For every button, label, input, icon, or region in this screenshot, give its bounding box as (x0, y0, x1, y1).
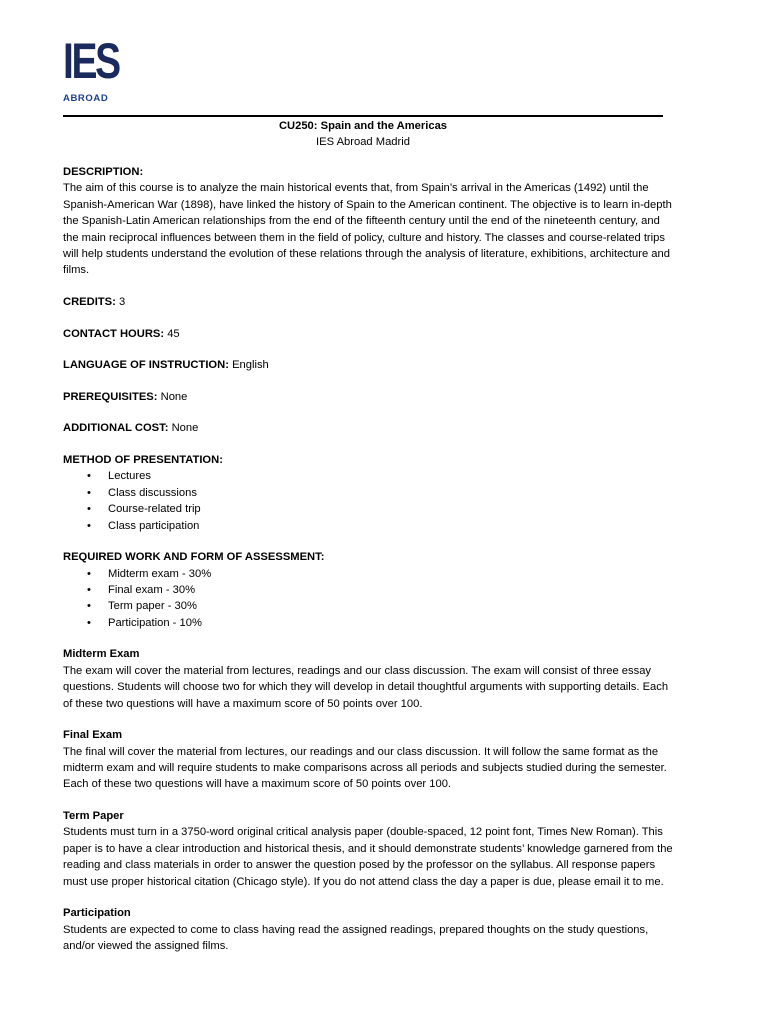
method-section (63, 452, 673, 534)
list-item: • Participation - 10% (63, 615, 673, 631)
list-item: • Final exam - 30% (63, 582, 673, 598)
prerequisites-section (63, 389, 673, 405)
term-paper-section (63, 808, 673, 890)
midterm-section (63, 646, 673, 712)
list-item: • Class discussions (63, 485, 673, 501)
description-heading: DESCRIPTION: (63, 166, 144, 178)
credits-value: 3 (118, 296, 126, 309)
contact-hours-section (63, 326, 673, 342)
document-header (63, 118, 663, 150)
additional-cost-label: ADDITIONAL COST: (63, 422, 169, 435)
course-location: IES Abroad Madrid (316, 136, 410, 148)
list-item: • Midterm exam - 30% (63, 566, 673, 582)
final-exam-text: The final will cover the material from lectures, our readings and our class discussion. It will follow the same format as the midterm exam and will require students to make comparisons across all periods and subjects studied during the semester. Each of these two questions will have a maximum score of 50 points over 100. (63, 745, 667, 791)
assessment-heading: REQUIRED WORK AND FORM OF ASSESSMENT: (63, 551, 325, 564)
method-heading: METHOD OF PRESENTATION: (63, 454, 223, 466)
midterm-heading: Midterm Exam (63, 648, 140, 661)
method-list (63, 468, 673, 534)
logo-subtitle: ABROAD (63, 93, 109, 104)
contact-hours-label: CONTACT HOURS: (63, 327, 165, 340)
credits-section (63, 294, 673, 310)
language-value: English (232, 359, 269, 372)
participation-heading: Participation (63, 907, 131, 920)
participation-text: Students are expected to come to class having read the assigned readings, prepared thoughts on the study questions, and/or viewed the assigned films. (63, 923, 649, 953)
contact-hours-value: 45 (167, 327, 180, 340)
final-exam-section (63, 727, 673, 793)
list-item: • Lectures (63, 468, 673, 484)
midterm-text: The exam will cover the material from lectures, readings and our class discussion. The exam will consist of three essay questions. Students will choose two for which they will develop in detail thoughtful arguments with supporting details. Each of these two questions will have a maximum score of 50 points over 100. (63, 664, 669, 710)
participation-section (63, 905, 673, 954)
language-section (63, 357, 673, 373)
prerequisites-label: PREREQUISITES: (63, 390, 158, 403)
description-text: The aim of this course is to analyze the main historical events that, from Spain’s arrival in the Americas (1492) until the Spanish-American War (1898), have linked the history of Spain to the American continent. The objective is to learn in-depth the Spanish-Latin American relationships from the end of the fifteenth century until the end of the nineteenth century, and the main reciprocal influences between them in the field of policy, culture and history. The classes and course-related trips will help students understand the evolution of these relations through the analysis of literature, exhibitions, architecture and films. (63, 182, 672, 277)
assessment-list (63, 566, 673, 632)
logo-mark: IES (63, 33, 119, 89)
list-item: • Term paper - 30% (63, 598, 673, 614)
assessment-section (63, 549, 673, 631)
term-paper-text: Students must turn in a 3750-word original critical analysis paper (double-spaced, 12 point font, Times New Roman). This paper is to have a clear introduction and historical thesis, and it should demonstrate students’ knowledge garnered from the reading and class materials in order to answer the question posed by the professor on the syllabus. All response papers must use proper historical citation (Chicago style). If you do not attend class the day a paper is due, please email it to me. (63, 826, 673, 888)
term-paper-heading: Term Paper (63, 810, 124, 823)
list-item: • Course-related trip (63, 501, 673, 517)
credits-label: CREDITS: (63, 296, 116, 309)
syllabus-body (63, 164, 673, 970)
ies-abroad-logo (63, 33, 119, 106)
additional-cost-section (63, 420, 673, 436)
header-rule (63, 115, 663, 117)
additional-cost-value: None (171, 422, 199, 435)
description-section (63, 164, 673, 279)
final-exam-heading: Final Exam (63, 729, 123, 742)
list-item: • Class participation (63, 518, 673, 534)
language-label: LANGUAGE OF INSTRUCTION: (63, 359, 229, 372)
prerequisites-value: None (160, 390, 188, 403)
course-title: CU250: Spain and the Americas (278, 120, 448, 132)
